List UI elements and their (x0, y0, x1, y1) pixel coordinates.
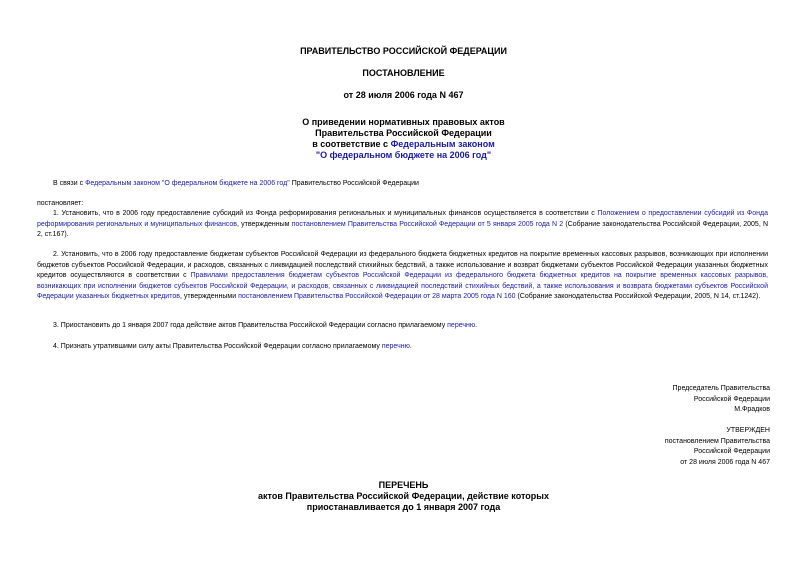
approval-block (570, 426, 770, 468)
title-line-3 (0, 139, 807, 150)
item-1 (37, 209, 768, 241)
list-subtitle-1: актов Правительства Российской Федерации, действие которых (258, 491, 549, 501)
federal-law-link[interactable]: Федеральным законом (390, 139, 495, 149)
item-3 (37, 321, 768, 332)
document-type: ПОСТАНОВЛЕНИЕ (362, 68, 445, 78)
list-title: ПЕРЕЧЕНЬ (378, 480, 429, 490)
signature-line-2: Российской Федерации (693, 395, 770, 403)
item-4-list-link[interactable]: перечню (381, 343, 410, 350)
document-date: от 28 июля 2006 года N 467 (343, 90, 464, 100)
list-subtitle-2: приостанавливается до 1 января 2007 года (306, 502, 501, 512)
item-4 (37, 342, 768, 353)
item-2-text-c: (Собрание законодательства Российской Федерации, 2005, N 14, ст.1242). (515, 293, 761, 300)
item-2 (37, 250, 768, 303)
item-1-resolution-link[interactable]: постановлением Правительства Российской Федерации от 5 января 2005 года N 2 (291, 220, 564, 228)
item-3-list-link[interactable]: перечню (447, 322, 476, 329)
item-4-text-a: 4. Признать утратившими силу акты Правительства Российской Федерации согласно прилагаемому (53, 343, 382, 350)
intro-paragraph (37, 179, 768, 190)
title-line-2: Правительства Российской Федерации (315, 128, 492, 138)
item-2-text-a: 2. Установить, что в 2006 году предоставление бюджетам субъектов Российской Федерации из федерального бюджета бюджетных кредитов на покрытие временных кассовых разрывов, возникающих при исполнении бюджетов субъектов Российской Федерации, и расходов, связанных с ликвидацией последствий стихийных бедствий, а также использование и возврат бюджетами субъектов Российской Федерации указанных бюджетных кредитов осуществляются в соответствии с (37, 251, 768, 279)
government-heading: ПРАВИТЕЛЬСТВО РОССИЙСКОЙ ФЕДЕРАЦИИ (300, 46, 507, 56)
intro-law-link[interactable]: Федеральным законом "О федеральном бюджете на 2006 год" (85, 180, 290, 187)
item-2-text-b: , утвержденными (179, 293, 239, 300)
intro-post: Правительство Российской Федерации (289, 180, 419, 187)
title-line-3-text: в соответствие с (312, 139, 391, 149)
approval-line-3: Российской Федерации (693, 448, 770, 455)
intro-pre: В связи с (53, 180, 86, 187)
signature-name: М.Фрадков (734, 406, 770, 413)
approval-line-4: от 28 июля 2006 года N 467 (680, 458, 770, 466)
approval-line-1: УТВЕРЖДЕН (726, 427, 770, 434)
title-line-1: О приведении нормативных правовых актов (302, 117, 505, 127)
item-3-text-a: 3. Приостановить до 1 января 2007 года действие актов Правительства Российской Федерации согласно прилагаемому (53, 322, 448, 329)
item-1-text-c: (Собрание законодательства Российской Федерации, 2005, N 2, ст.167). (37, 220, 769, 238)
approval-line-2: постановлением Правительства (664, 437, 770, 445)
resolves-text: постановляет: (37, 200, 84, 207)
item-1-text-b: , утвержденным (237, 220, 292, 228)
item-2-resolution-link[interactable]: постановлением Правительства Российской Федерации от 28 марта 2005 года N 160 (238, 293, 516, 300)
signature-block (570, 384, 770, 416)
item-4-text-b: . (409, 343, 412, 350)
item-2-rules-link[interactable]: Правилами предоставления бюджетам субъектов Российской Федерации из федерального бюджета бюджетных кредитов на покрытие временных кассовых разрывов, возникающих при исполнении бюджетов субъектов Российской Федерации, и расходов, связанных с ликвидацией последствий стихийных бедствий, а также использования и возврата бюджетами субъектов Российской Федерации указанных бюджетных кредитов (37, 272, 768, 300)
item-1-regulation-link[interactable]: Положением о предоставлении субсидий из Фонда реформирования региональных и муниципальных финансов (37, 210, 768, 228)
item-3-text-b: . (475, 322, 478, 329)
signature-line-1: Председатель Правительства (672, 385, 770, 392)
federal-budget-law-link[interactable]: "О федеральном бюджете на 2006 год" (315, 150, 492, 160)
item-1-text-a: 1. Установить, что в 2006 году предоставление субсидий из Фонда реформирования региональных и муниципальных финансов осуществляется в соответствии с (53, 210, 598, 217)
